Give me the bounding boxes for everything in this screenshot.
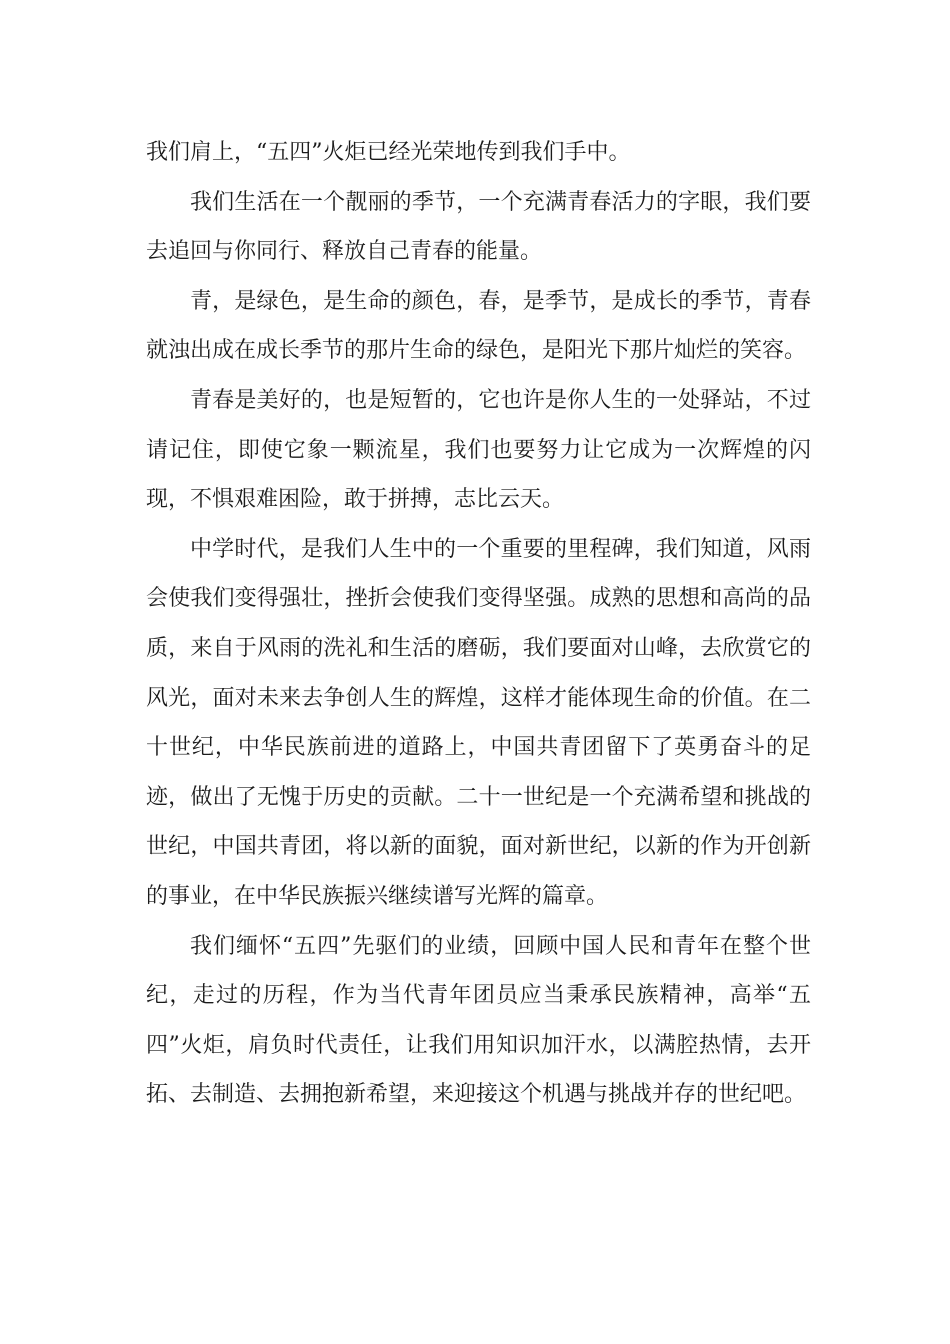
paragraph-1: 我们肩上，“五四”火炬已经光荣地传到我们手中。	[146, 140, 631, 165]
paragraph-4: 青春是美好的，也是短暂的，它也许是你人生的一处驿站，不过请记住，即使它象一颗流星，我们也要努力让它成为一次辉煌的闪现，不惧艰难困险，敢于拼搏，志比云天。	[146, 387, 811, 513]
paragraph-2: 我们生活在一个靓丽的季节，一个充满青春活力的字眼，我们要去追回与你同行、释放自己青春的能量。	[146, 189, 811, 265]
document-body	[146, 128, 811, 1120]
paragraph-6: 我们缅怀“五四”先驱们的业绩，回顾中国人民和青年在整个世纪，走过的历程，作为当代青年团员应当秉承民族精神，高举“五四”火炬，肩负时代责任，让我们用知识加汗水，以满腔热情，去开拓、去制造、去拥抱新希望，来迎接这个机遇与挑战并存的世纪吧。	[146, 933, 811, 1108]
paragraph-3: 青，是绿色，是生命的颜色，春，是季节，是成长的季节，青春就浊出成在成长季节的那片生命的绿色，是阳光下那片灿烂的笑容。	[146, 288, 811, 364]
paragraph-5: 中学时代，是我们人生中的一个重要的里程碑，我们知道，风雨会使我们变得强壮，挫折会使我们变得坚强。成熟的思想和高尚的品质，来自于风雨的洗礼和生活的磨砺，我们要面对山峰，去欣赏它的风光，面对未来去争创人生的辉煌，这样才能体现生命的价值。在二十世纪，中华民族前进的道路上，中国共青团留下了英勇奋斗的足迹，做出了无愧于历史的贡献。二十一世纪是一个充满希望和挑战的世纪，中国共青团，将以新的面貌，面对新世纪，以新的作为开创新的事业，在中华民族振兴继续谱写光辉的篇章。	[146, 536, 811, 909]
